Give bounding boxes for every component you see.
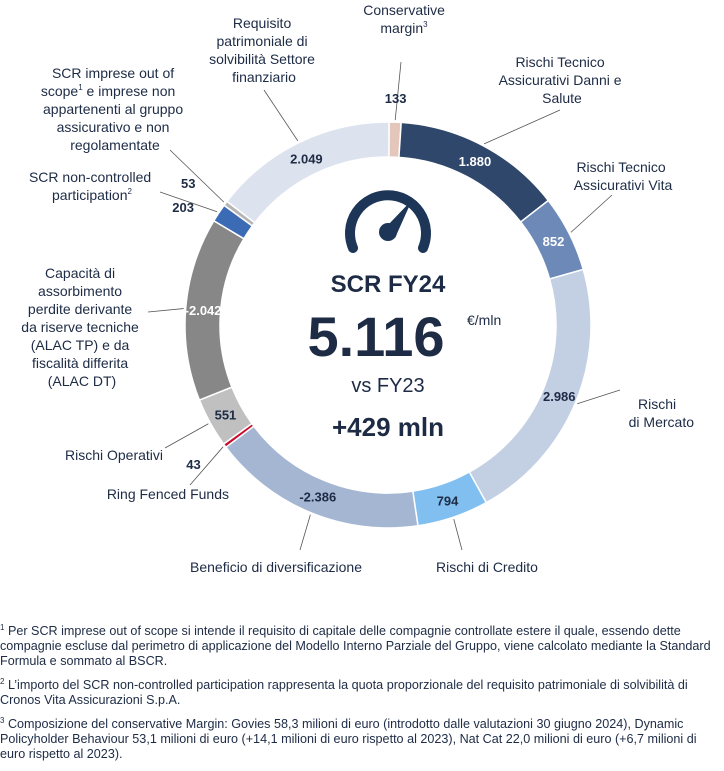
footnote-2: $^2$ L’importo del SCR non-controlled participation rappresenta la quota proporzionale del requisito patrimoniale di solvibilità di Cronos Vita Assicurazioni S.p.A. xyxy=(0,676,688,707)
value-label-rischi-di-credito: 794 xyxy=(436,493,459,509)
leader-rischi-operativi xyxy=(165,424,208,448)
label-non-controlled: SCR non-controlled participation$^2$ xyxy=(28,169,152,203)
value-label-capacit-di-assorbimento-perdite-derivant: -2.042 xyxy=(184,303,222,319)
value-label-rischi-tecnico-assicurativi-vita: 852 xyxy=(542,234,565,250)
value-label-rischi-di-mercato: 2.986 xyxy=(542,389,576,405)
center-delta: +429 mln xyxy=(331,412,445,442)
value-label-ring-fenced-funds: 43 xyxy=(186,456,201,472)
leader-rischi-di-credito xyxy=(454,519,462,550)
center-title: SCR FY24 xyxy=(330,271,446,298)
footnote-1: $^1$ Per SCR imprese out of scope si intende il requisito di capitale delle compagnie controllate estere il quale, essendo dette compagnie escluse dal perimetro di applicazione del Modello Interno Parziale del Gruppo, viene calcolato mediante la Standard Formula e sommato al BSCR. xyxy=(0,622,711,668)
value-label-scr-imprese-out-of-scope-e-imprese-non-a: 53 xyxy=(181,175,196,191)
leader-rischi-di-mercato xyxy=(577,390,620,404)
label-settore-finanziario: Requisito patrimoniale di solvibilità Settore finanziario xyxy=(209,15,315,85)
value-label-scr-non-controlled-participation: 203 xyxy=(172,200,194,216)
footnote-3: $^3$ Composizione del conservative Margin: Govies 58,3 milioni di euro (introdotto dalle valutazioni 30 giugno 2024), Dynamic Policyholder Behaviour 53,1 milioni di euro (+14,1 milioni di euro rispetto al 2023), Nat Cat 22,0 milioni di euro (+6,7 milioni di euro rispetto al 2023). xyxy=(0,715,697,761)
leader-beneficio-di-diversificazione xyxy=(300,515,310,550)
label-mercato: Rischi di Mercato xyxy=(628,396,694,430)
leader-capacit-di-assorbimento-perdite-derivant xyxy=(148,309,184,312)
center-unit: €/mln xyxy=(467,312,502,328)
leader-requisito-patrimoniale-di-solvibilit-set xyxy=(264,90,298,141)
label-credito: Rischi di Credito xyxy=(436,559,538,575)
label-operativi: Rischi Operativi xyxy=(64,447,163,463)
footnotes xyxy=(0,624,715,771)
label-danni-salute: Rischi Tecnico Assicurativi Danni e Salute xyxy=(498,54,622,106)
label-vita: Rischi Tecnico Assicurativi Vita xyxy=(573,159,673,193)
label-alac: Capacità di assorbimento perdite derivante da riserve tecniche (ALAC TP) e da fiscalità differita (ALAC DT) xyxy=(21,265,139,389)
value-label-conservative-margin: 133 xyxy=(384,91,407,107)
segment-rischi-di-mercato xyxy=(469,269,591,502)
value-label-beneficio-di-diversificazione: -2.386 xyxy=(299,489,337,505)
label-diversificazione: Beneficio di diversificazione xyxy=(190,559,362,575)
center-total-value: 5.116 xyxy=(307,305,445,368)
label-conservative-margin: Conservative margin$^3$ xyxy=(363,2,445,36)
value-label-rischi-operativi: 551 xyxy=(214,407,237,423)
value-label-requisito-patrimoniale-di-solvibilit-set: 2.049 xyxy=(290,151,323,167)
center-comparison: vs FY23 xyxy=(351,375,425,397)
leader-rischi-tecnico-assicurativi-vita xyxy=(571,195,612,232)
value-label-rischi-tecnico-assicurativi-danni-e-salu: 1.880 xyxy=(458,154,492,170)
leader-rischi-tecnico-assicurativi-danni-e-salu xyxy=(484,110,560,144)
label-ring-fenced: Ring Fenced Funds xyxy=(106,486,229,502)
leader-scr-imprese-out-of-scope-e-imprese-non-a xyxy=(170,150,224,202)
gauge-icon xyxy=(350,195,426,248)
label-out-of-scope: SCR imprese out of scope$^1$ e imprese non appartenenti al gruppo assicurativo e non regolamentate xyxy=(40,65,184,153)
